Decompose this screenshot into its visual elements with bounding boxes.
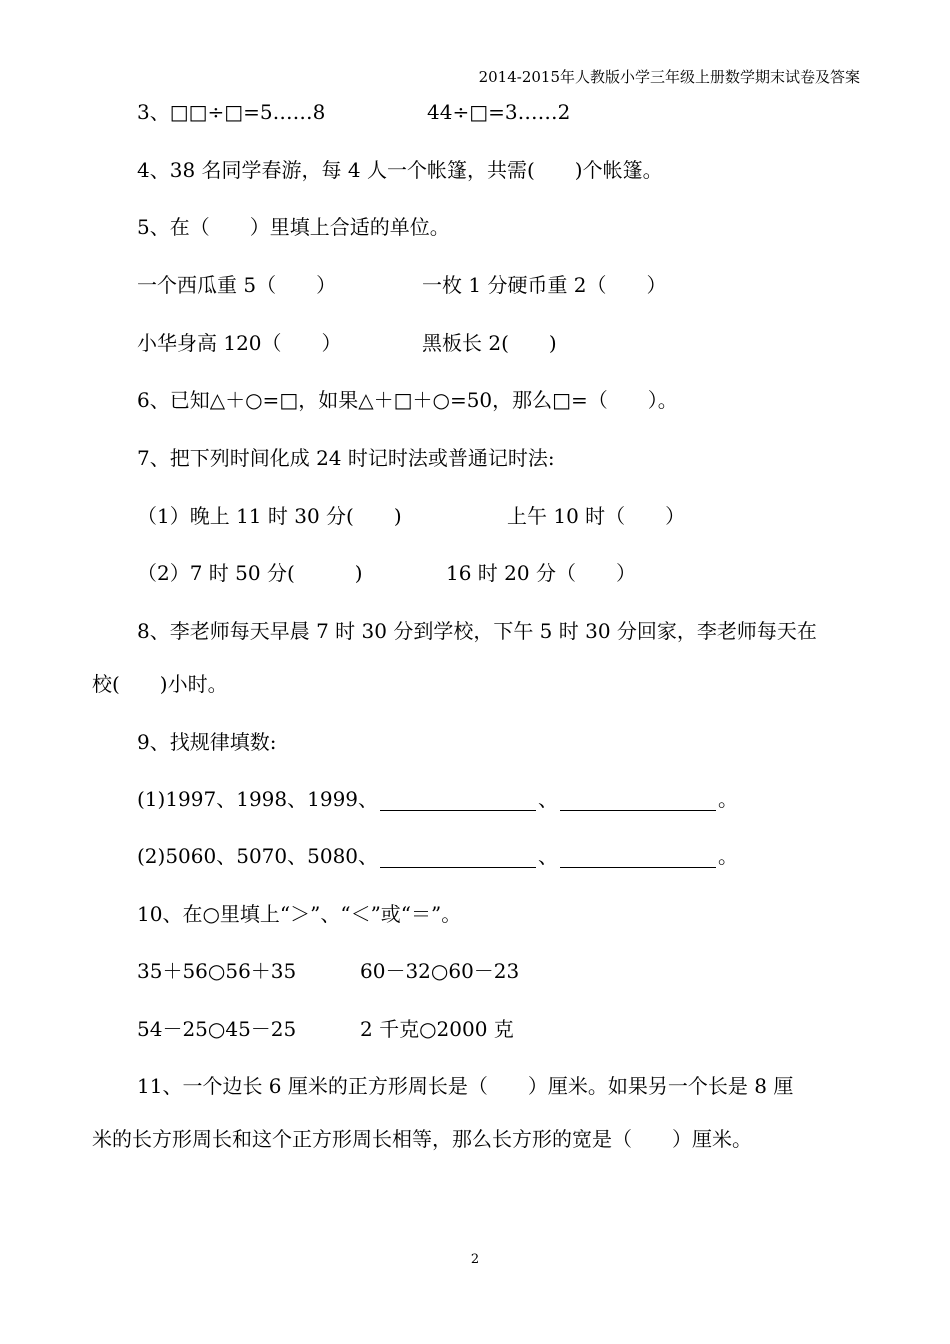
- question-4: 4、38 名同学春游，每 4 人一个帐篷，共需( )个帐篷。: [137, 158, 663, 182]
- question-6: 6、已知△＋○=□，如果△＋□＋○=50，那么□=（ ）。: [137, 388, 678, 412]
- q7-item-2a: （2）7 时 50 分( ): [137, 561, 363, 585]
- answer-blank[interactable]: [560, 847, 716, 868]
- q3-part-b: 44÷□=3……2: [427, 100, 571, 124]
- q5-item-watermelon: 一个西瓜重 5（ ）: [137, 273, 337, 297]
- q5-item-height: 小华身高 120（ ）: [137, 331, 342, 355]
- period: 。: [718, 844, 739, 868]
- q5-item-blackboard: 黑板长 2( ): [422, 331, 557, 355]
- q10-comparison-a: 35＋56○56＋35: [137, 959, 297, 983]
- q9-sequence-1: [137, 787, 738, 811]
- separator: 、: [538, 844, 559, 868]
- q10-comparison-c: 54－25○45－25: [137, 1017, 297, 1041]
- question-7-title: 7、把下列时间化成 24 时记时法或普通记时法:: [137, 446, 555, 470]
- q5-item-coin: 一枚 1 分硬币重 2（ ）: [422, 273, 667, 297]
- q10-comparison-b: 60－32○60－23: [360, 959, 520, 983]
- separator: 、: [538, 787, 559, 811]
- question-11-line-2: 米的长方形周长和这个正方形周长相等，那么长方形的宽是（ ）厘米。: [92, 1127, 752, 1151]
- q9-seq1-prefix: (1)1997、1998、1999、: [137, 787, 379, 811]
- document-header: 2014-2015年人教版小学三年级上册数学期末试卷及答案: [478, 68, 860, 86]
- q9-seq2-prefix: (2)5060、5070、5080、: [137, 844, 379, 868]
- q7-item-2b: 16 时 20 分（ ）: [446, 561, 636, 585]
- question-5-title: 5、在（ ）里填上合适的单位。: [137, 215, 450, 239]
- question-8-line-1: 8、李老师每天早晨 7 时 30 分到学校，下午 5 时 30 分回家，李老师每天在: [137, 619, 817, 643]
- answer-blank[interactable]: [380, 847, 536, 868]
- page-number: 2: [470, 1252, 480, 1267]
- q10-comparison-d: 2 千克○2000 克: [360, 1017, 514, 1041]
- q7-item-1a: （1）晚上 11 时 30 分( ): [137, 504, 402, 528]
- period: 。: [718, 787, 739, 811]
- q7-item-1b: 上午 10 时（ ）: [507, 504, 686, 528]
- answer-blank[interactable]: [560, 790, 716, 811]
- question-11-line-1: 11、一个边长 6 厘米的正方形周长是（ ）厘米。如果另一个长是 8 厘: [137, 1074, 794, 1098]
- question-10-title: 10、在○里填上“＞”、“＜”或“＝”。: [137, 902, 462, 926]
- answer-blank[interactable]: [380, 790, 536, 811]
- question-9-title: 9、找规律填数:: [137, 730, 277, 754]
- q9-sequence-2: [137, 844, 738, 868]
- q3-part-a: 3、□□÷□=5……8: [137, 100, 326, 124]
- question-8-line-2: 校( )小时。: [92, 672, 228, 696]
